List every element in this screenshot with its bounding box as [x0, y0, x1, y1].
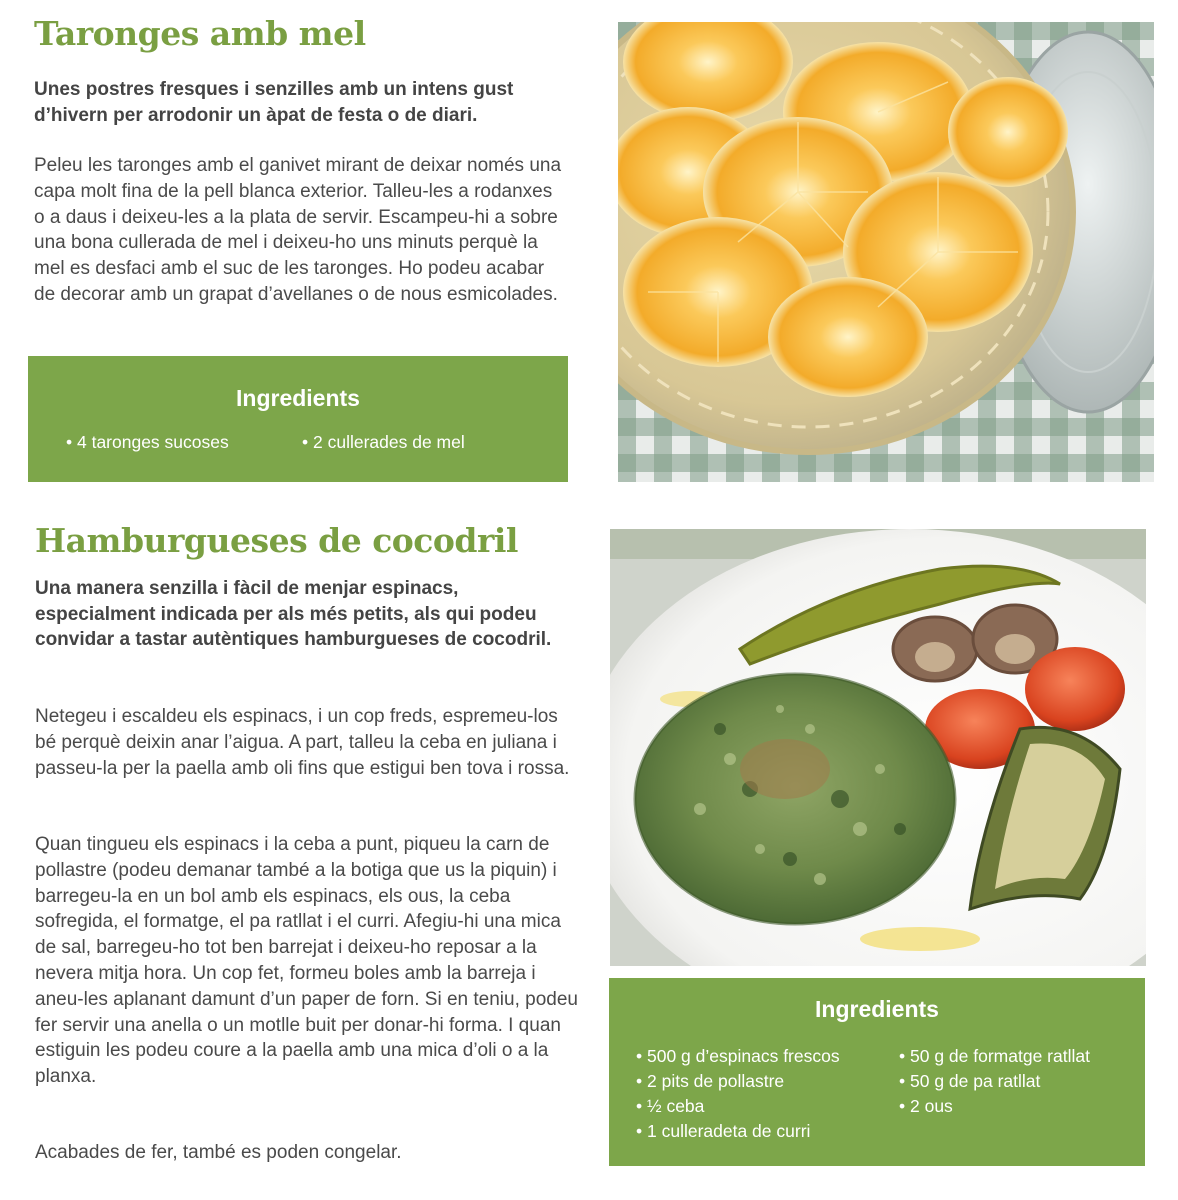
ingredient-item: • ½ ceba [636, 1096, 705, 1116]
recipe1-title: Taronges amb mel [34, 14, 366, 53]
ingredient-item: • 50 g de formatge ratllat [899, 1046, 1090, 1066]
recipe2-paragraph-3: Acabades de fer, també es poden congelar. [35, 1142, 402, 1163]
recipe2-ingredients-title: Ingredients [815, 996, 939, 1022]
ingredient-item: • 4 taronges sucoses [66, 432, 229, 452]
recipe2-title: Hamburgueses de cocodril [35, 521, 518, 560]
recipe1-body: Peleu les taronges amb el ganivet mirant de deixar només una capa molt fina de la pell blanca exterior. Talleu-les a rodanxes o a daus i deixeu-les a la plata de servir. Escampeu-hi a sobre una bona cullerada de mel i deixeu-ho uns minuts perquè la mel es desfaci amb el suc de les taronges. Ho podeu acabar de decorar amb un grapat d’avellanes o de nous esmicolades. [34, 155, 562, 305]
recipe1-ingredients-box [28, 356, 568, 482]
recipe2-lead: Una manera senzilla i fàcil de menjar espinacs, especialment indicada per als més petits, als qui podeu convidar a tastar autèntiques hamburgueses de cocodril. [35, 578, 552, 650]
recipe2-ingredients-box [609, 978, 1145, 1166]
recipe2-paragraph-1: Netegeu i escaldeu els espinacs, i un cop freds, espremeu-los bé perquè deixin anar l’aigua. A part, talleu la ceba en juliana i passeu-la per la paella amb oli fins que estigui ben tova i rossa. [35, 706, 570, 779]
ingredient-item: • 2 ous [899, 1096, 953, 1116]
ingredient-item: • 50 g de pa ratllat [899, 1071, 1041, 1091]
spinach-burger-photo [610, 529, 1146, 966]
recipe1-ingredients-title: Ingredients [236, 385, 360, 411]
ingredient-item: • 1 culleradeta de curri [636, 1121, 811, 1141]
ingredient-item: • 2 pits de pollastre [636, 1071, 785, 1091]
ingredient-item: • 500 g d’espinacs frescos [636, 1046, 840, 1066]
recipe2-paragraph-2: Quan tingueu els espinacs i la ceba a punt, piqueu la carn de pollastre (podeu demanar també a la botiga que us la piquin) i barregeu-la en un bol amb els espinacs, els ous, la ceba sofregida, el formatge, el pa ratllat i el curri. Afegiu-hi una mica de sal, barregeu-ho tot ben barrejat i deixeu-ho reposar a la nevera mitja hora. Un cop fet, formeu boles amb la barreja i aneu-les aplanant damunt d’un paper de forn. Si en teniu, podeu fer servir una anella o un motlle buit per donar-hi forma. I quan estiguin les podeu coure a la paella amb una mica d’oli o a la planxa. [35, 834, 578, 1088]
orange-slices-photo [618, 22, 1154, 482]
recipe1-lead: Unes postres fresques i senzilles amb un intens gust d’hivern per arrodonir un àpat de festa o de diari. [34, 79, 514, 126]
ingredient-item: • 2 cullerades de mel [302, 432, 465, 452]
